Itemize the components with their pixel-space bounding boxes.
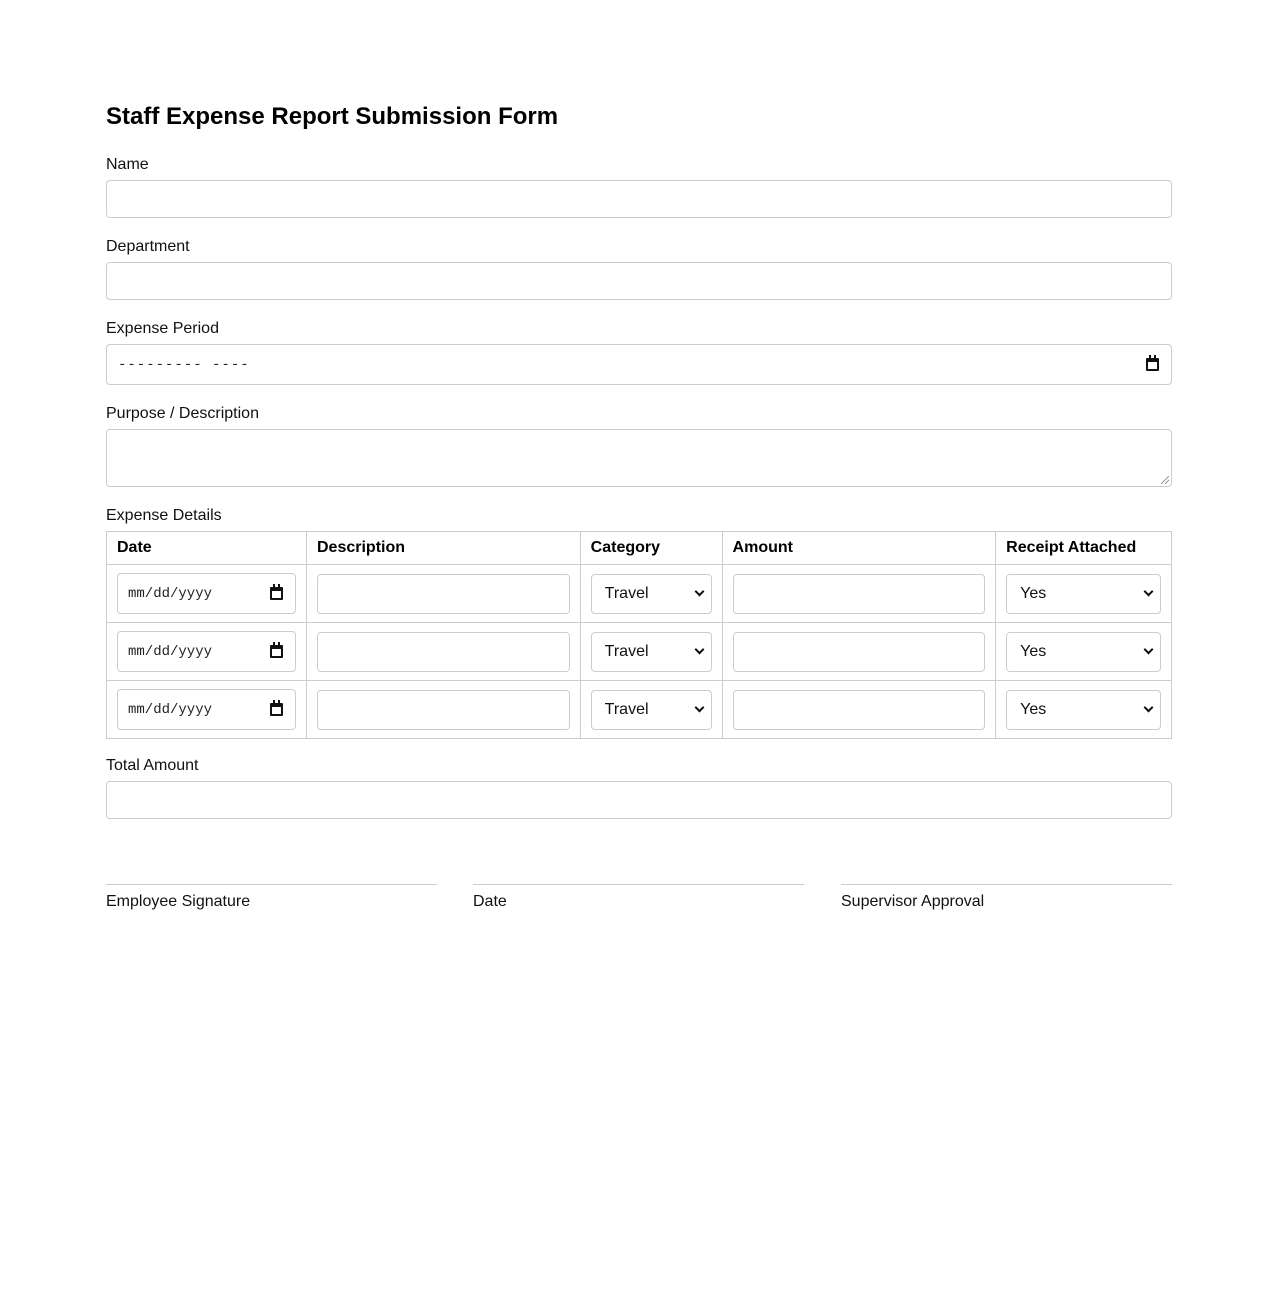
chevron-down-icon	[694, 703, 704, 713]
calendar-icon[interactable]	[270, 587, 283, 600]
row-receipt-select[interactable]	[1006, 632, 1161, 672]
total-amount-label: Total Amount	[106, 757, 199, 774]
employee-signature-line: Employee Signature	[106, 884, 437, 911]
expense-period-input[interactable]	[106, 344, 1172, 385]
date-mask: mm/dd/yyyy	[128, 643, 213, 660]
row-description-input[interactable]	[317, 574, 570, 614]
name-label: Name	[106, 156, 149, 173]
name-input[interactable]	[106, 180, 1172, 218]
chevron-down-icon	[1144, 645, 1154, 655]
row-category-select[interactable]	[591, 574, 712, 614]
category-value: Travel	[604, 584, 649, 602]
page-title: Staff Expense Report Submission Form	[106, 103, 559, 130]
calendar-icon[interactable]	[1146, 358, 1159, 371]
department-label: Department	[106, 238, 190, 255]
department-input[interactable]	[106, 262, 1172, 300]
row-category-select[interactable]	[591, 632, 712, 672]
date-mask: mm/dd/yyyy	[128, 701, 213, 718]
row-date-input[interactable]	[117, 573, 296, 614]
row-amount-input[interactable]	[733, 690, 986, 730]
table-row	[107, 681, 1172, 739]
receipt-value: Yes	[1020, 642, 1047, 660]
table-row	[107, 623, 1172, 681]
receipt-value: Yes	[1020, 700, 1047, 718]
row-category-select[interactable]	[591, 690, 712, 730]
receipt-value: Yes	[1020, 584, 1047, 602]
calendar-icon[interactable]	[270, 703, 283, 716]
row-receipt-select[interactable]	[1006, 574, 1161, 614]
purpose-label: Purpose / Description	[106, 405, 259, 422]
column-header-date: Date	[107, 532, 307, 565]
row-description-input[interactable]	[317, 690, 570, 730]
expense-details-label: Expense Details	[106, 507, 222, 524]
table-row	[107, 565, 1172, 623]
chevron-down-icon	[1144, 587, 1154, 597]
row-amount-input[interactable]	[733, 574, 986, 614]
expense-details-table	[106, 531, 1172, 739]
expense-period-label: Expense Period	[106, 320, 219, 337]
expense-period-mask: --------- ----	[118, 356, 250, 373]
chevron-down-icon	[694, 645, 704, 655]
category-value: Travel	[604, 642, 649, 660]
row-amount-input[interactable]	[733, 632, 986, 672]
row-date-input[interactable]	[117, 689, 296, 730]
date-mask: mm/dd/yyyy	[128, 585, 213, 602]
column-header-category: Category	[580, 532, 722, 565]
resize-handle-icon[interactable]	[1161, 476, 1169, 484]
total-amount-input[interactable]	[106, 781, 1172, 819]
calendar-icon[interactable]	[270, 645, 283, 658]
date-signature-line: Date	[473, 884, 804, 911]
row-receipt-select[interactable]	[1006, 690, 1161, 730]
column-header-amount: Amount	[722, 532, 996, 565]
purpose-textarea[interactable]	[106, 429, 1172, 487]
table-header-row	[107, 532, 1172, 565]
row-description-input[interactable]	[317, 632, 570, 672]
row-date-input[interactable]	[117, 631, 296, 672]
supervisor-approval-line: Supervisor Approval	[841, 884, 1172, 911]
chevron-down-icon	[1144, 703, 1154, 713]
chevron-down-icon	[694, 587, 704, 597]
category-value: Travel	[604, 700, 649, 718]
column-header-receipt: Receipt Attached	[996, 532, 1172, 565]
column-header-description: Description	[307, 532, 581, 565]
